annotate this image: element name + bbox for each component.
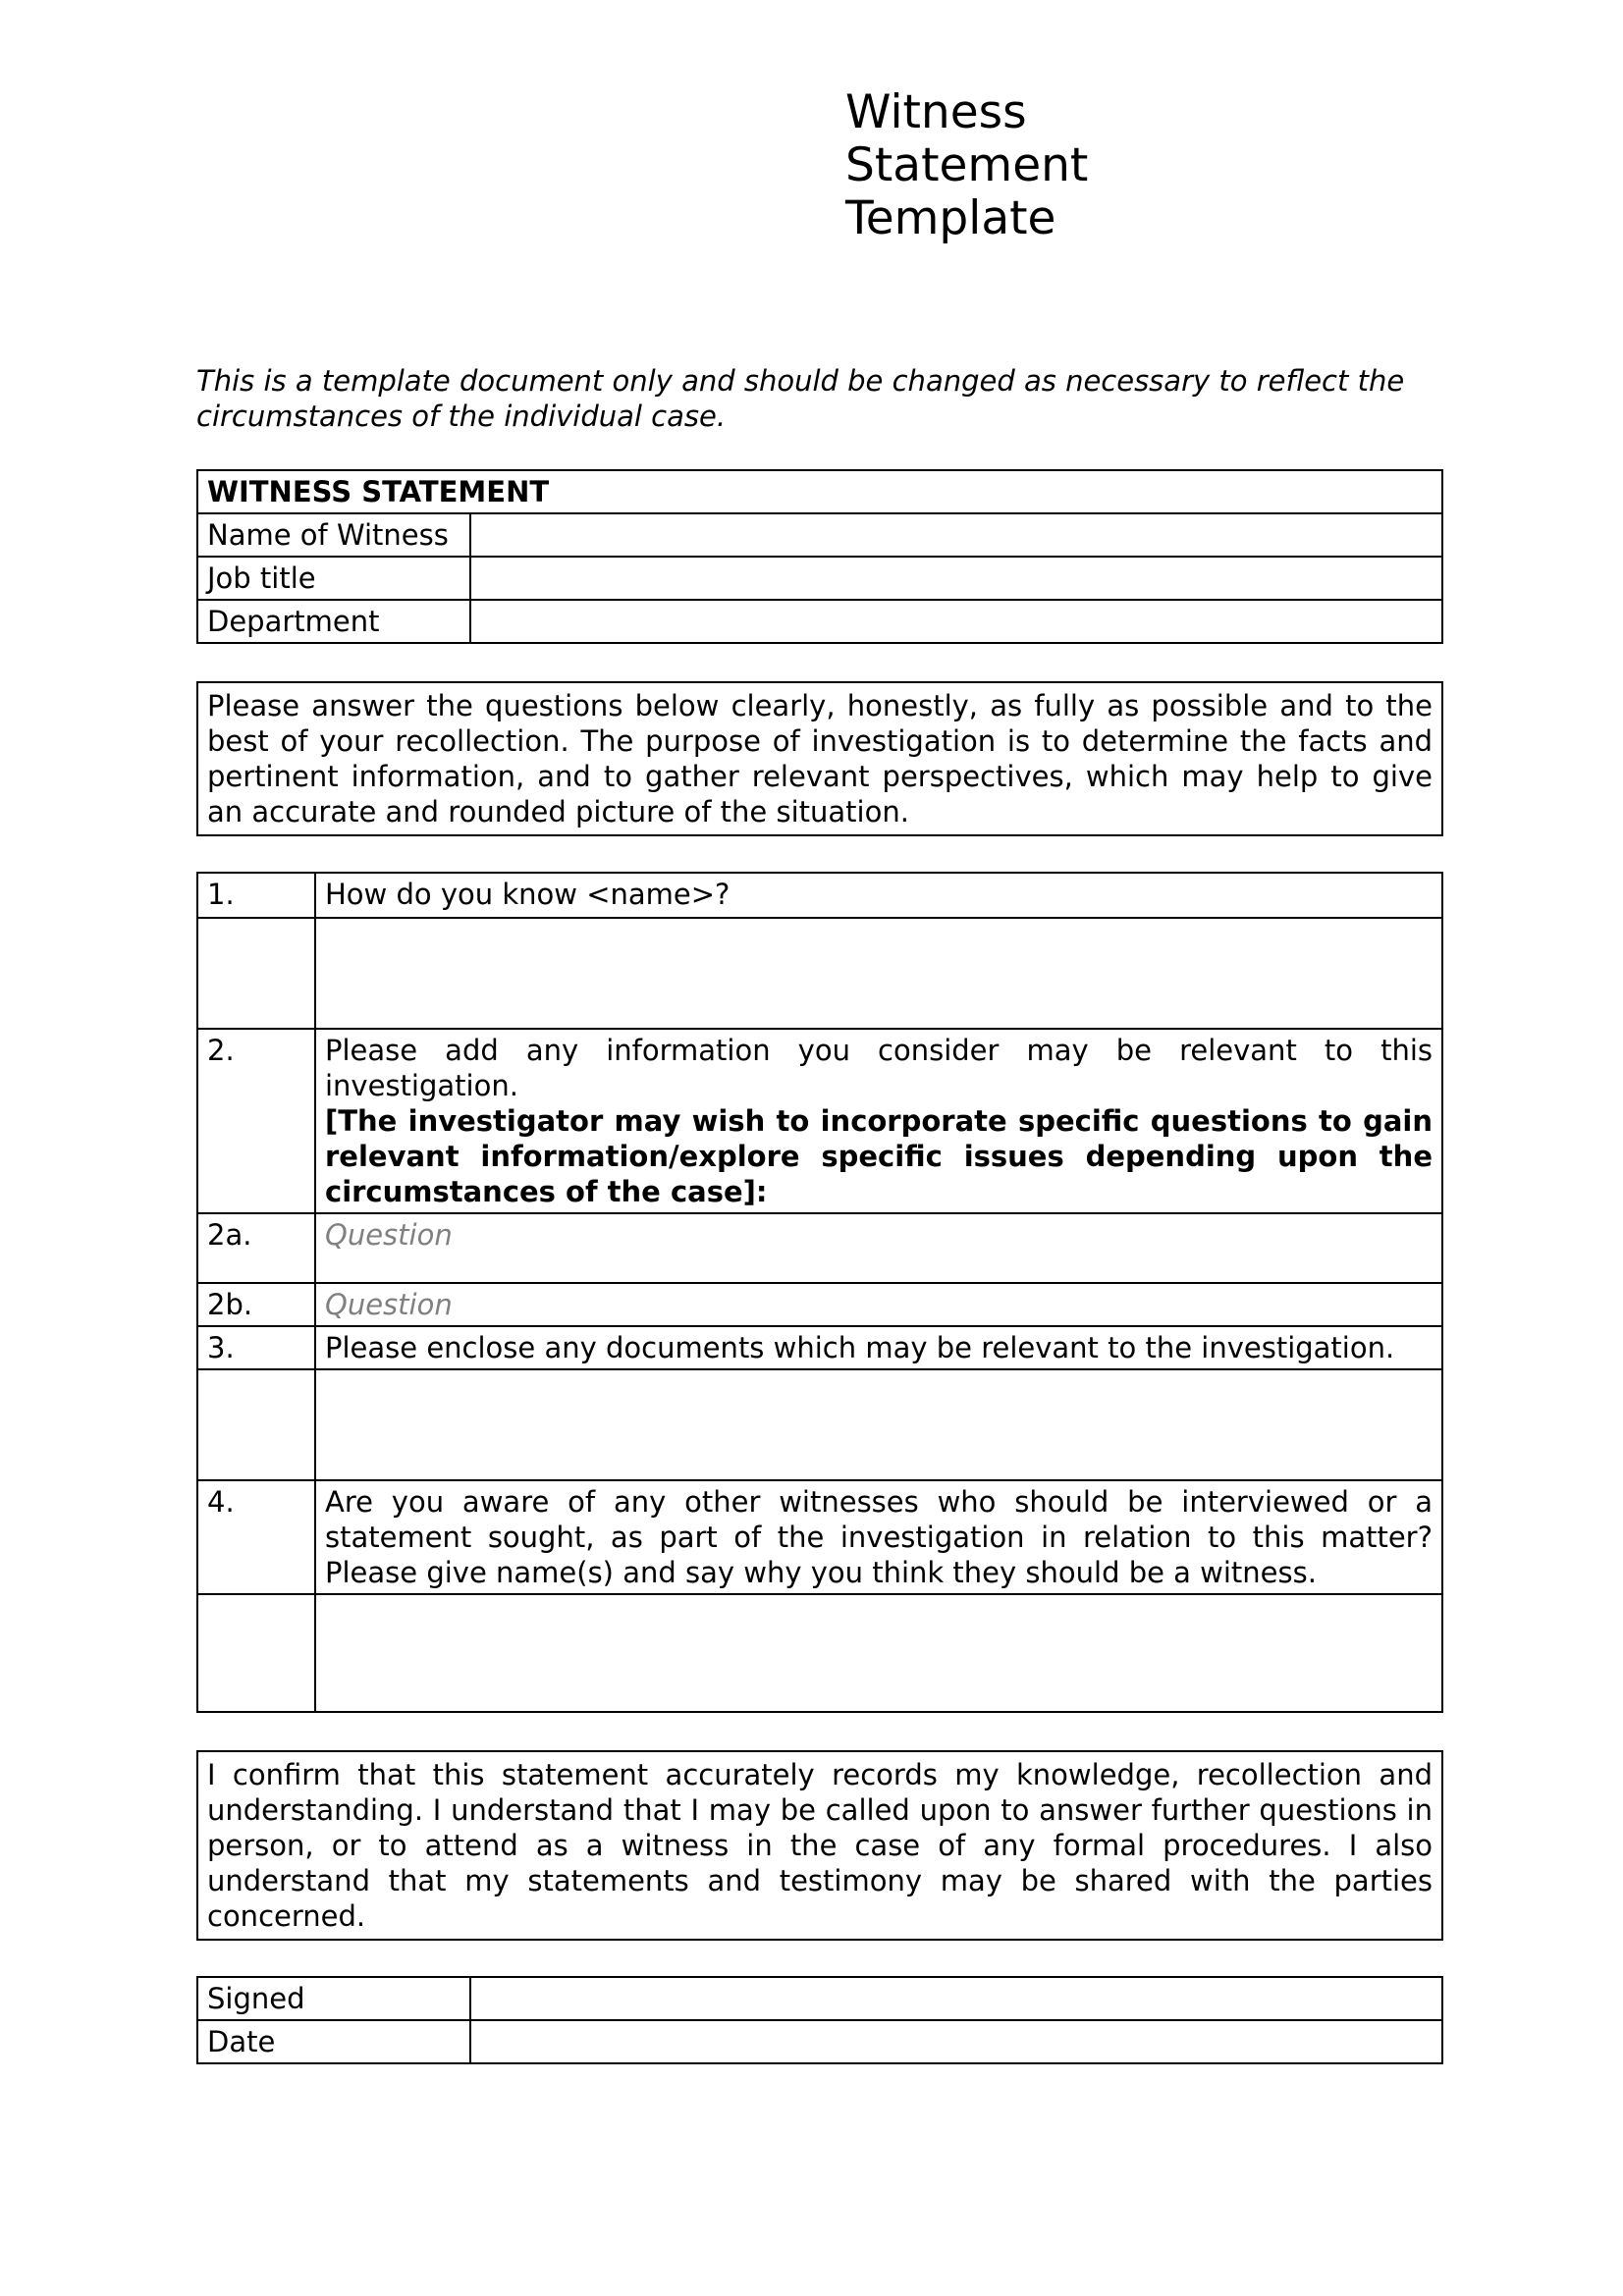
table-row xyxy=(197,557,1442,600)
title-line-2: Statement xyxy=(845,138,1089,192)
title-line-3: Template xyxy=(845,191,1056,245)
table-row xyxy=(197,2020,1442,2063)
question-row-2b xyxy=(197,1283,1442,1326)
question-number xyxy=(197,1594,315,1712)
job-title-field[interactable] xyxy=(470,557,1442,600)
instructions-paragraph: Please answer the questions below clearly, honestly, as fully as possible and to the best of your recollection. The purpose of investigation is to determine the facts and pertinent information, and to gather relevant perspectives, which may help to give an accurate and rounded picture of the situation. xyxy=(196,681,1443,836)
question-number: 3. xyxy=(197,1326,315,1369)
question-text: Please add any information you consider may be relevant to this investigation. xyxy=(325,1034,1433,1102)
confirmation-paragraph: I confirm that this statement accurately records my knowledge, recollection and understanding. I understand that I may be called upon to answer further questions in person, or to attend as a witness in the case of any formal procedures. I also understand that my statements and testimony may be shared with the parties concerned. xyxy=(196,1750,1443,1941)
answer-row-3 xyxy=(197,1369,1442,1480)
question-number: 2a. xyxy=(197,1213,315,1283)
department-label: Department xyxy=(197,600,470,643)
witness-statement-table xyxy=(196,469,1443,644)
question-row-2a xyxy=(197,1213,1442,1283)
answer-area-1[interactable] xyxy=(315,918,1442,1029)
job-title-label: Job title xyxy=(197,557,470,600)
answer-area-3[interactable] xyxy=(315,1369,1442,1480)
question-placeholder-2a[interactable]: Question xyxy=(315,1213,1442,1283)
document-title xyxy=(845,86,1443,245)
date-label: Date xyxy=(197,2020,470,2063)
signature-table xyxy=(196,1976,1443,2064)
witness-statement-header: WITNESS STATEMENT xyxy=(197,470,1442,513)
title-line-1: Witness xyxy=(845,85,1027,139)
witness-name-label: Name of Witness xyxy=(197,513,470,557)
template-note: This is a template document only and should be changed as necessary to reflect the circumstances of the individual case. xyxy=(196,364,1405,433)
date-field[interactable] xyxy=(470,2020,1442,2063)
question-placeholder-2b[interactable]: Question xyxy=(315,1283,1442,1326)
question-number: 2b. xyxy=(197,1283,315,1326)
question-row-1 xyxy=(197,873,1442,918)
signed-label: Signed xyxy=(197,1977,470,2020)
table-row xyxy=(197,513,1442,557)
questions-table xyxy=(196,872,1443,1713)
question-number xyxy=(197,918,315,1029)
investigator-note: [The investigator may wish to incorporate specific questions to gain relevant information/explore specific issues depending upon the circumstances of the case]: xyxy=(325,1104,1433,1208)
department-field[interactable] xyxy=(470,600,1442,643)
answer-row-1 xyxy=(197,918,1442,1029)
question-text-4: Are you aware of any other witnesses who should be interviewed or a statement sought, as part of the investigation in relation to this matter? Please give name(s) and say why you think they should be a witness. xyxy=(315,1480,1442,1594)
question-number xyxy=(197,1369,315,1480)
answer-area-4[interactable] xyxy=(315,1594,1442,1712)
question-text-2 xyxy=(315,1029,1442,1213)
witness-table-header-row xyxy=(197,470,1442,513)
question-row-4 xyxy=(197,1480,1442,1594)
table-row xyxy=(197,1977,1442,2020)
question-text-3: Please enclose any documents which may be relevant to the investigation. xyxy=(315,1326,1442,1369)
witness-name-field[interactable] xyxy=(470,513,1442,557)
question-text-1: How do you know <name>? xyxy=(315,873,1442,918)
question-row-3 xyxy=(197,1326,1442,1369)
table-row xyxy=(197,600,1442,643)
question-number: 2. xyxy=(197,1029,315,1213)
question-row-2 xyxy=(197,1029,1442,1213)
signed-field[interactable] xyxy=(470,1977,1442,2020)
question-number: 4. xyxy=(197,1480,315,1594)
answer-row-4 xyxy=(197,1594,1442,1712)
question-number: 1. xyxy=(197,873,315,918)
